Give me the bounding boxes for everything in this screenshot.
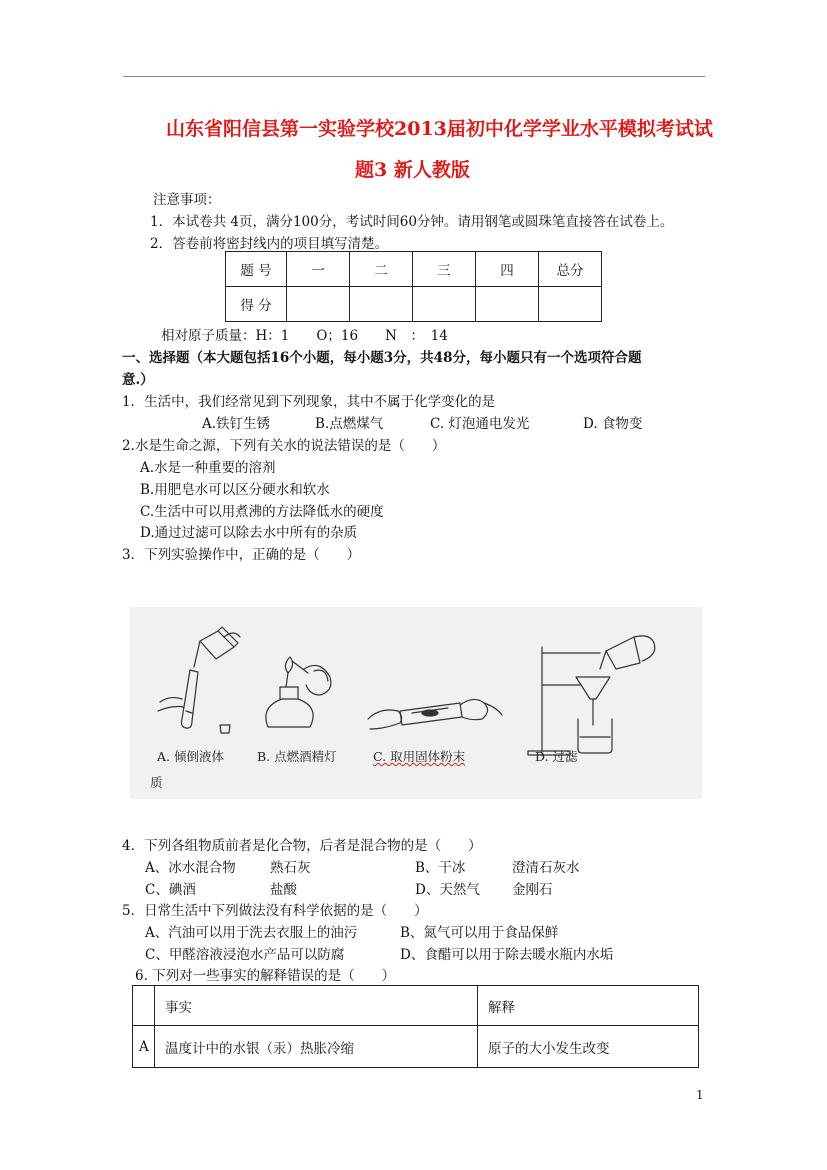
header-rule [123,76,705,77]
score-entry-cell[interactable] [350,287,413,322]
figure-caption-tail: 质 [150,775,163,790]
score-header-cell: 三 [413,252,476,287]
q4-option-c: C、碘酒 [145,882,196,898]
q6-row-fact: 温度计中的水银（汞）热胀冷缩 [155,1026,478,1068]
q5-option-b: B、氮气可以用于食品保鲜 [400,925,559,941]
score-table-score-row [226,287,602,322]
lab-operations-illustration [130,607,702,799]
q5-option-a: A、汽油可以用于洗去衣服上的油污 [145,925,358,941]
q4-option-c-second: 盐酸 [270,882,297,898]
score-entry-cell[interactable] [476,287,539,322]
q3-stem: 3．下列实验操作中，正确的是（ ） [122,547,361,563]
score-table-header-row [226,252,602,287]
score-header-cell: 一 [287,252,350,287]
q6-table [132,985,699,1068]
q1-option-b: B.点燃煤气 [315,416,384,432]
figure-caption-b: B. 点燃酒精灯 [257,749,337,764]
score-header-cell: 四 [476,252,539,287]
q5-option-c: C、甲醛溶液浸泡水产品可以防腐 [145,947,345,963]
q6-header-blank [133,986,155,1026]
section-1-heading-line-1: 一、选择题（本大题包括16个小题，每小题3分，共48分，每小题只有一个选项符合题 [122,350,642,366]
q2-option-c: C.生活中可以用煮沸的方法降低水的硬度 [140,504,384,520]
q4-option-d-second: 金刚石 [512,882,553,898]
q4-option-d: D、天然气 [415,882,480,898]
score-entry-cell[interactable] [539,287,602,322]
notice-item-1: 1．本试卷共 4页，满分100分，考试时间60分钟。请用钢笔或圆珠笔直接答在试卷上。 [150,214,674,230]
q2-stem: 2.水是生命之源，下列有关水的说法错误的是（ ） [122,438,446,454]
section-1-heading-line-2: 意.） [122,372,154,388]
filtration-apparatus-icon [528,636,655,755]
notice-item-2: 2．答卷前将密封线内的项目填写清楚。 [150,236,389,252]
notice-heading: 注意事项： [153,192,221,208]
atomic-mass-line: 相对原子质量：H：1 O；16 N ： 14 [161,328,448,344]
q6-table-row [133,1026,699,1068]
q3-lab-figure [130,607,702,799]
q6-table-header-row [133,986,699,1026]
q2-option-b: B.用肥皂水可以区分硬水和软水 [140,482,330,498]
score-header-cell: 题 号 [226,252,287,287]
score-table [225,251,602,322]
page-number: 1 [696,1088,704,1102]
q4-stem: 4．下列各组物质前者是化合物，后者是混合物的是（ ） [122,838,482,854]
powder-test-tube-icon [368,699,502,729]
figure-caption-d: D. 过滤 [535,749,578,764]
score-header-cell: 总分 [539,252,602,287]
q1-stem: 1．生活中，我们经常见到下列现象，其中不属于化学变化的是 [122,394,496,410]
q5-option-d: D、食醋可以用于除去暖水瓶内水垢 [400,947,614,963]
q4-option-a: A、冰水混合物 [145,860,236,876]
document-title-line-1: 山东省阳信县第一实验学校2013届初中化学学业水平模拟考试试 [166,118,713,140]
q6-stem: 6. 下列对一些事实的解释错误的是（ ） [135,968,396,984]
q4-option-b-second: 澄清石灰水 [512,860,580,876]
q1-option-c: C. 灯泡通电发光 [430,416,530,432]
q5-stem: 5．日常生活中下列做法没有科学依据的是（ ） [122,903,428,919]
q6-header-fact: 事实 [155,986,478,1026]
score-row-label: 得 分 [226,287,287,322]
q4-option-a-second: 熟石灰 [270,860,311,876]
score-entry-cell[interactable] [413,287,476,322]
q1-option-d: D. 食物变 [583,416,643,432]
alcohol-lamp-icon [266,657,331,727]
q6-row-explanation: 原子的大小发生改变 [478,1026,699,1068]
pouring-liquid-icon [158,627,240,733]
score-header-cell: 二 [350,252,413,287]
q6-header-explanation: 解释 [478,986,699,1026]
q4-option-b: B、干冰 [415,860,466,876]
document-title-line-2: 题3 新人教版 [355,159,470,181]
figure-caption-c: C. 取用固体粉末 [373,749,466,764]
score-entry-cell[interactable] [287,287,350,322]
q6-row-label: A [133,1026,155,1068]
q2-option-d: D.通过过滤可以除去水中所有的杂质 [140,525,358,541]
q2-option-a: A.水是一种重要的溶剂 [140,460,276,476]
q1-option-a: A.铁钉生锈 [202,416,271,432]
figure-caption-a: A. 倾倒液体 [157,749,224,764]
